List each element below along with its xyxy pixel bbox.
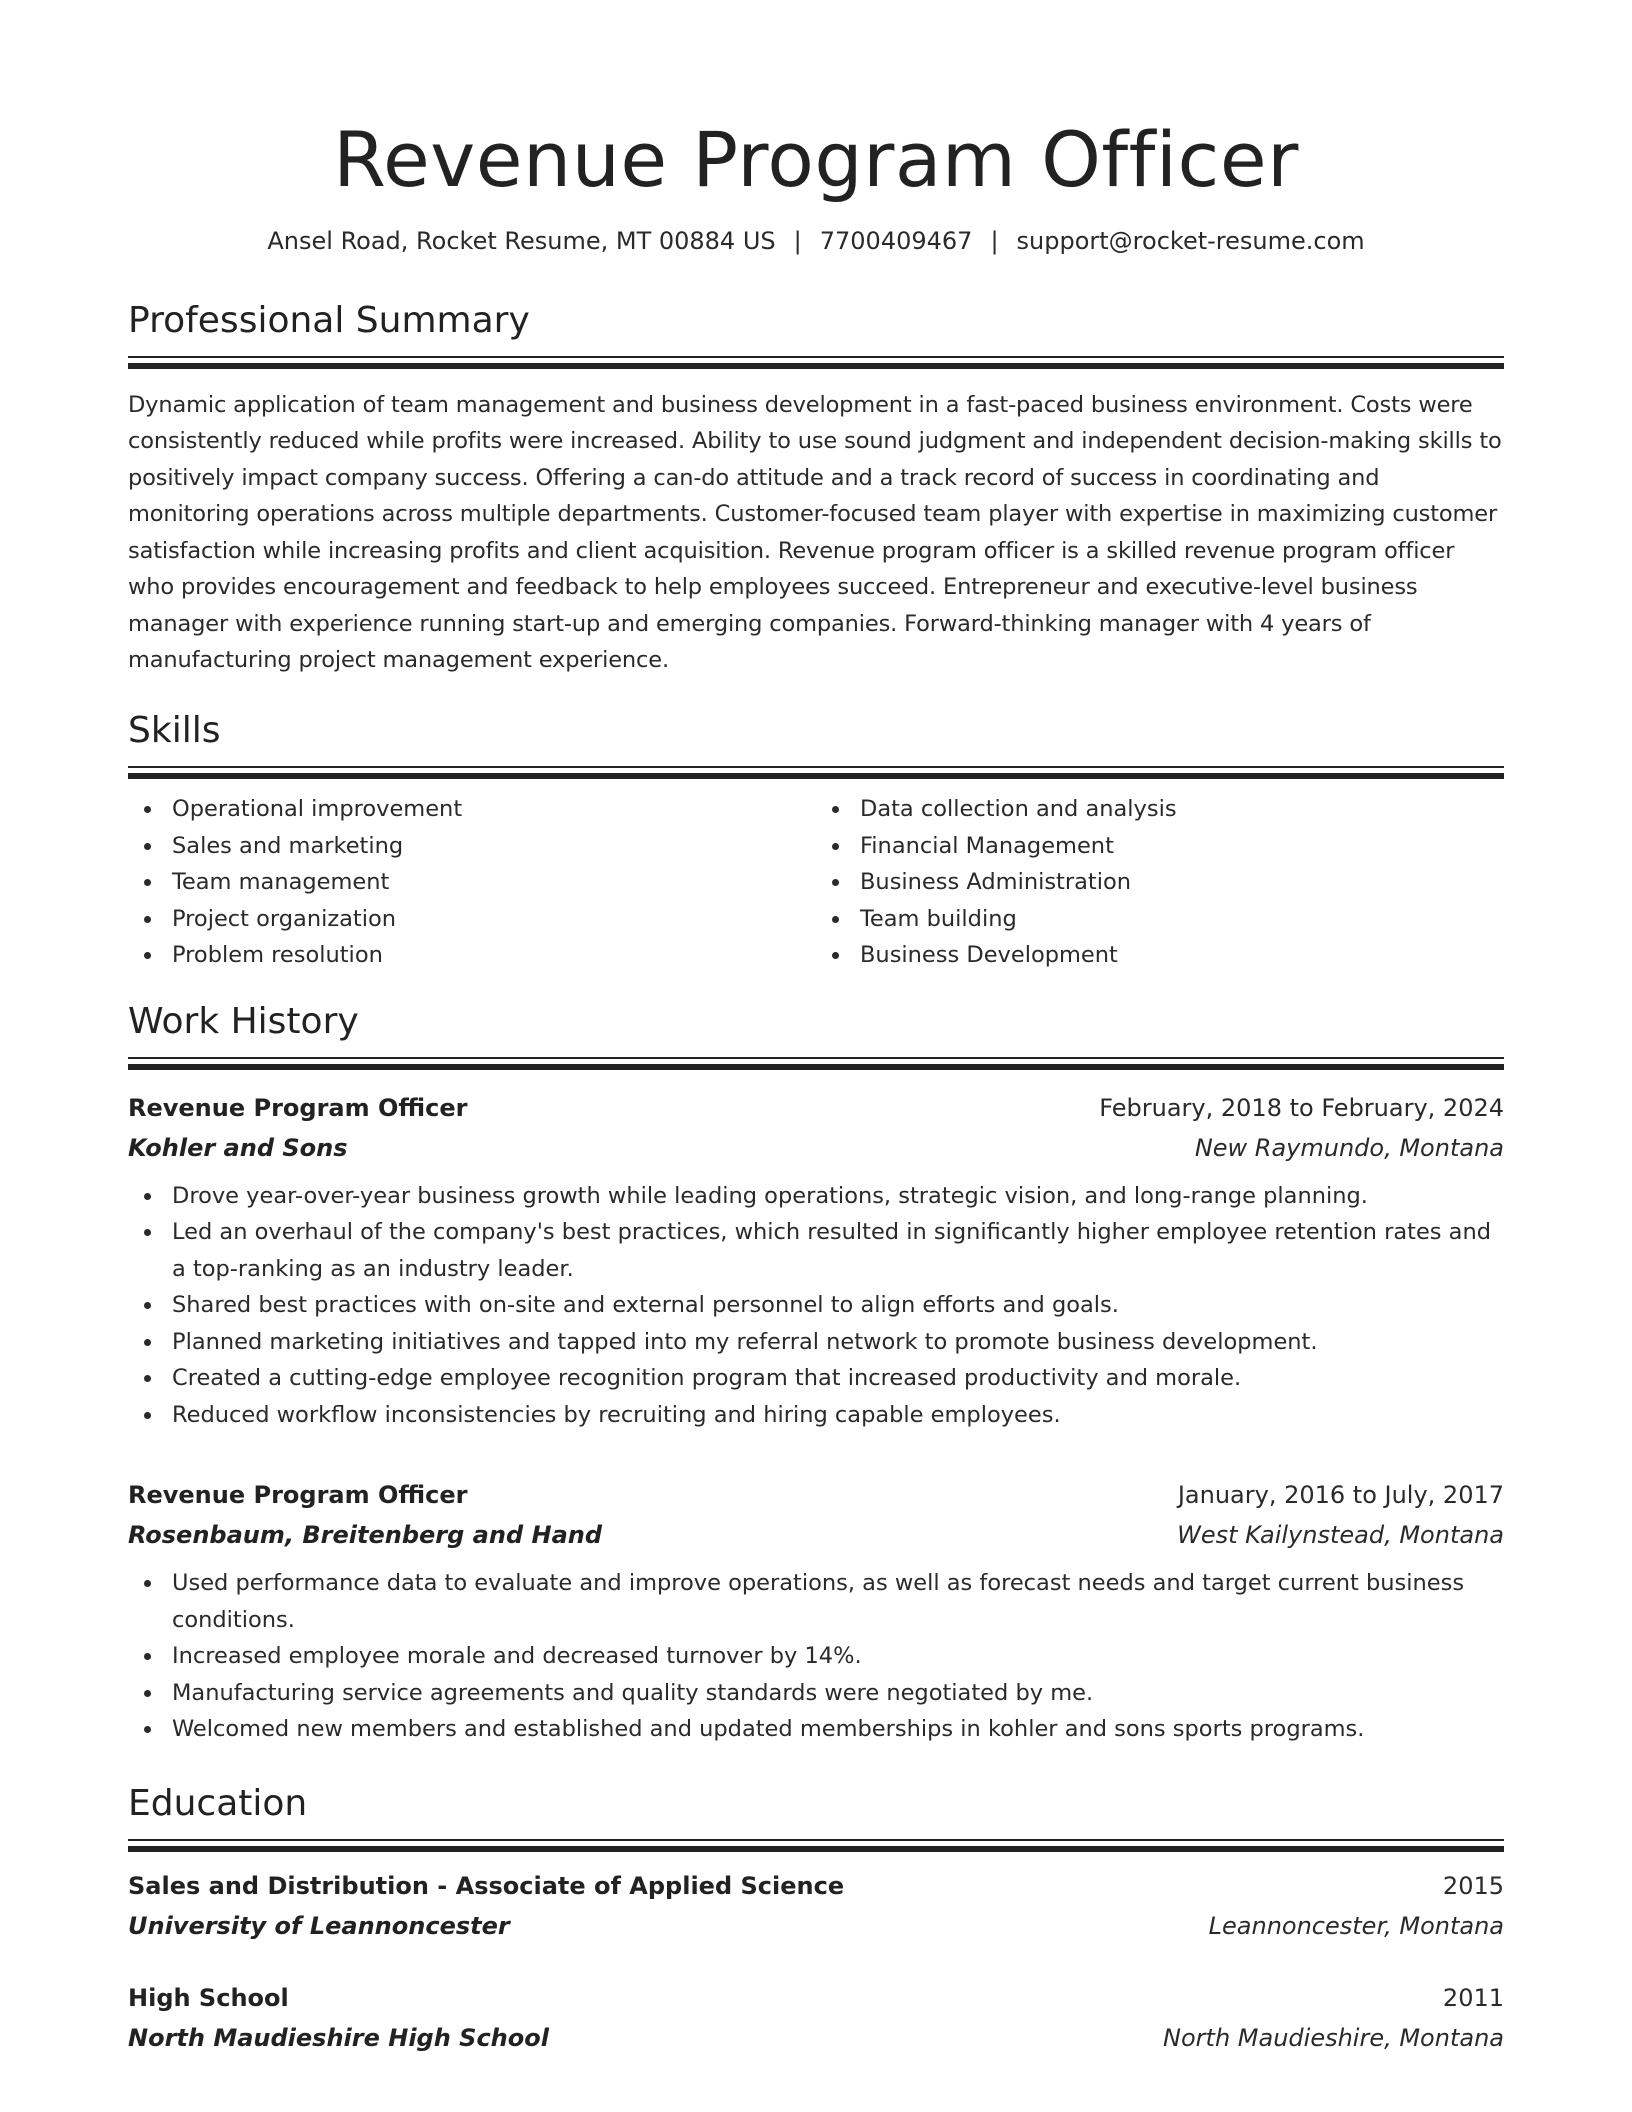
section-title-education: Education [128,1782,308,1824]
section-rule-thick [128,1846,1504,1852]
job-bullet: Planned marketing initiatives and tapped into my referral network to promote business development. [172,1324,1504,1361]
section-title-work-history: Work History [128,1000,359,1042]
job-header-row [128,1088,1504,1128]
summary-section [128,299,1504,679]
job-header-row [128,1475,1504,1515]
job-location: West Kailynstead, Montana [1177,1521,1504,1550]
contact-email: support@rocket-resume.com [1016,226,1365,255]
contact-address: Ansel Road, Rocket Resume, MT 00884 US [267,226,776,255]
job-company: Rosenbaum, Breitenberg and Hand [128,1521,603,1550]
education-entry [128,1866,1504,1946]
job-company-row [128,1515,1504,1555]
job-company-row [128,1128,1504,1168]
section-rule-thick [128,773,1504,779]
skills-column-left [128,791,816,974]
job-bullet: Welcomed new members and established and updated memberships in kohler and sons sports programs. [172,1711,1504,1748]
job-company: Kohler and Sons [128,1133,348,1162]
job-bullet: Drove year-over-year business growth while leading operations, strategic vision, and long-range planning. [172,1178,1504,1215]
section-rule-thick [128,363,1504,369]
skill-item: Business Administration [860,864,1504,901]
contact-separator: | [990,226,999,255]
job-bullet: Increased employee morale and decreased turnover by 14%. [172,1638,1504,1675]
skill-item: Problem resolution [172,937,816,974]
job-dates: February, 2018 to February, 2024 [1099,1093,1504,1122]
education-school-row [128,2018,1504,2058]
job-bullet: Reduced workflow inconsistencies by recruiting and hiring capable employees. [172,1397,1504,1434]
skill-item: Team management [172,864,816,901]
education-school-row [128,1906,1504,1946]
section-title-summary: Professional Summary [128,299,530,341]
skill-item: Team building [860,901,1504,938]
job-bullet: Used performance data to evaluate and improve operations, as well as forecast needs and target current business conditions. [172,1565,1504,1638]
section-rule [128,356,1504,358]
resume-name: Revenue Program Officer [333,115,1299,204]
skill-item: Operational improvement [172,791,816,828]
education-year: 2015 [1442,1872,1504,1901]
skill-item: Data collection and analysis [860,791,1504,828]
education-school: University of Leannoncester [128,1912,510,1941]
education-header-row [128,1866,1504,1906]
job-bullet: Manufacturing service agreements and quality standards were negotiated by me. [172,1675,1504,1712]
job-dates: January, 2016 to July, 2017 [1177,1481,1504,1510]
section-rule-thick [128,1064,1504,1070]
job-bullet: Led an overhaul of the company's best practices, which resulted in significantly higher employee retention rates and a top-ranking as an industry leader. [172,1214,1504,1287]
job-location: New Raymundo, Montana [1194,1133,1504,1162]
job-title: Revenue Program Officer [128,1093,468,1122]
job-entry [128,1475,1504,1748]
skills-grid [128,791,1504,974]
contact-separator: | [793,226,802,255]
work-history-section [128,1000,1504,1748]
summary-text: Dynamic application of team management and business development in a fast-paced business environment. Costs were consistently reduced while profits were increased. Ability to use sound judgment and independent decision-making skills to positively impact company success. Offering a can-do attitude and a track record of success in coordinating and monitoring operations across multiple departments. Customer-focused team player with expertise in maximizing customer satisfaction while increasing profits and client acquisition. Revenue program officer is a skilled revenue program officer who provides encouragement and feedback to help employees succeed. Entrepreneur and executive-level business manager with experience running start-up and emerging companies. Forward-thinking manager with 4 years of manufacturing project management experience. [128,391,1502,674]
skills-section [128,709,1504,974]
job-bullet: Created a cutting-edge employee recognition program that increased productivity and morale. [172,1360,1504,1397]
skill-item: Financial Management [860,828,1504,865]
job-entry [128,1088,1504,1434]
section-title-skills: Skills [128,709,221,751]
education-year: 2011 [1442,1984,1504,2013]
job-bullets [128,1565,1504,1748]
education-section [128,1782,1504,2058]
job-bullets [128,1178,1504,1434]
section-rule [128,766,1504,768]
education-degree: Sales and Distribution - Associate of Applied Science [128,1872,845,1901]
job-title: Revenue Program Officer [128,1481,468,1510]
section-rule [128,1057,1504,1059]
contact-line [128,226,1504,257]
contact-phone: 7700409467 [819,226,973,255]
education-location: North Maudieshire, Montana [1163,2024,1504,2053]
education-entry [128,1978,1504,2058]
education-location: Leannoncester, Montana [1208,1912,1504,1941]
skill-item: Sales and marketing [172,828,816,865]
education-header-row [128,1978,1504,2018]
section-rule [128,1839,1504,1841]
education-degree: High School [128,1984,289,2013]
skill-item: Business Development [860,937,1504,974]
job-bullet: Shared best practices with on-site and external personnel to align efforts and goals. [172,1287,1504,1324]
education-school: North Maudieshire High School [128,2024,549,2053]
skills-column-right [816,791,1504,974]
skill-item: Project organization [172,901,816,938]
